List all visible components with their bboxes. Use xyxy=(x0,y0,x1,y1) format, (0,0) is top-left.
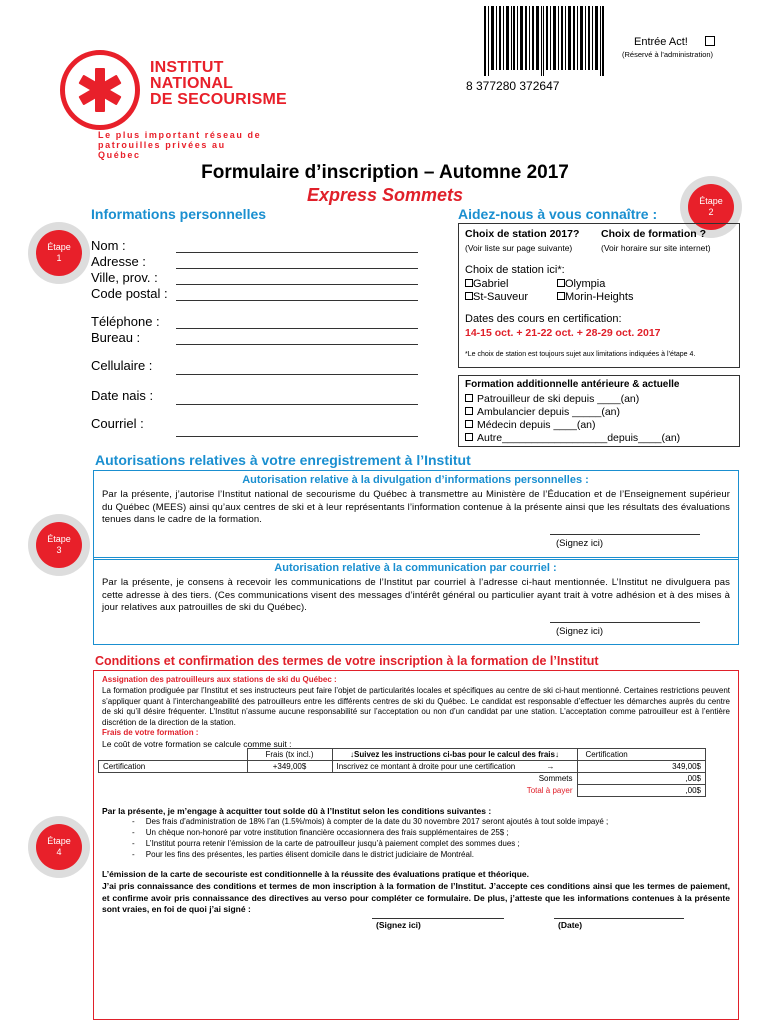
step1-badge xyxy=(36,230,82,276)
station-label: St-Sauveur xyxy=(473,291,529,303)
formation-item[interactable] xyxy=(465,419,596,431)
step2-label: Étape xyxy=(699,196,723,206)
autorisation-2-text: Par la présente, je consens à recevoir les communications de l’Institut par courriel à l’adresse ci-haut mentionnée. L’Institut ne divulguera pas cette adresse à des tiers. (Ces communications visent des messages d’intérêt général ou particulier ayant trait à votre adhésion et à des mises à jour relatives aux patrouilles de ski du Québec). xyxy=(102,577,730,613)
table-cell: Certification xyxy=(577,749,706,761)
formation-box xyxy=(458,375,740,447)
date-nais-field[interactable] xyxy=(176,404,418,405)
tagline-line: Le plus important réseau de xyxy=(98,130,262,140)
courriel-label: Courriel : xyxy=(91,416,144,431)
table-cell: Sommets xyxy=(332,773,577,785)
station-note: *Le choix de station est toujours sujet aux limitations indiquées à l’étape 4. xyxy=(465,351,696,358)
code-postal-label: Code postal : xyxy=(91,286,168,301)
table-cell xyxy=(99,785,248,797)
station-label: Olympia xyxy=(565,278,606,290)
adresse-label: Adresse : xyxy=(91,254,146,269)
engage-text: Par la présente, je m’engage à acquitter tout solde dû à l’Institut selon les conditions suivantes : xyxy=(102,806,492,816)
autorisation-1-title: Autorisation relative à la divulgation d’informations personnelles : xyxy=(242,474,589,486)
signez-ici-2: (Signez ici) xyxy=(556,626,603,637)
date-line[interactable] xyxy=(554,918,684,919)
choix-station-label: Choix de station 2017? xyxy=(465,228,580,240)
table-cell: Certification xyxy=(99,761,248,773)
page-title: Formulaire d’inscription – Automne 2017 xyxy=(201,162,569,183)
choix-formation-label: Choix de formation ? xyxy=(601,228,706,240)
tagline-line: patrouilles privées au xyxy=(98,140,226,150)
tagline-line: Québec xyxy=(98,150,141,160)
dates-label: Dates des cours en certification: xyxy=(465,313,622,325)
logo-line: INSTITUT xyxy=(150,59,224,76)
fees-table xyxy=(98,748,706,797)
frais-intro: Le coût de votre formation se calcule comme suit : xyxy=(102,739,292,749)
station-option-st-sauveur[interactable] xyxy=(465,291,528,303)
signature-line-2[interactable] xyxy=(550,622,700,623)
station-label: Gabriel xyxy=(473,278,509,290)
code-postal-field[interactable] xyxy=(176,300,418,301)
voir-liste-note: (Voir liste sur page suivante) xyxy=(465,243,573,253)
autorisation-1-text: Par la présente, j’autorise l’Institut national de secourisme du Québec à transmettre au Ministère de l’Éducation et de l’Enseignement supérieur du Québec (MEES) ainsi qu’aux centres de ski et à leur représentants l’information contenue à la présente ainsi que les résultats des évaluations tenues dans le cadre de la formation. xyxy=(102,489,730,525)
logo-line: NATIONAL xyxy=(150,75,234,92)
bullet-item: - L’Institut pourra retenir l’émission de la carte de patrouilleur jusqu’à paiement complet des sommes dues ; xyxy=(132,839,520,848)
step4-label: Étape xyxy=(47,836,71,846)
station-option-olympia[interactable] xyxy=(557,278,605,290)
checkbox-icon[interactable] xyxy=(465,279,473,287)
assignation-title: Assignation des patrouilleurs aux stations de ski du Québec : xyxy=(102,675,337,684)
table-cell: ↓Suivez les instructions ci-bas pour le calcul des frais↓ xyxy=(332,749,577,761)
conditions-heading: Conditions et confirmation des termes de votre inscription à la formation de l’Institut xyxy=(95,654,599,668)
formation-item-label: Autre__________________depuis____(an) xyxy=(477,432,681,444)
step3-badge xyxy=(36,522,82,568)
emission-text: L’émission de la carte de secouriste est conditionnelle à la réussite des évaluations pratique et théorique. xyxy=(102,869,530,879)
table-cell: Total à payer xyxy=(526,786,573,795)
signez-ici-3: (Signez ici) xyxy=(376,920,421,930)
barcode-number: 8 377280 372647 xyxy=(466,79,560,93)
table-cell xyxy=(99,773,248,785)
bullet-text: L’Institut pourra retenir l’émission de la carte de patrouilleur jusqu’à paiement complet des sommes dues ; xyxy=(145,839,520,848)
checkbox-icon[interactable] xyxy=(465,433,473,441)
station-option-morin-heights[interactable] xyxy=(557,291,633,303)
table-cell xyxy=(247,773,332,785)
table-row xyxy=(99,773,706,785)
formation-item[interactable] xyxy=(465,393,639,405)
logo-line: DE SECOURISME xyxy=(150,91,287,108)
table-cell xyxy=(247,785,332,797)
checkbox-icon[interactable] xyxy=(465,394,473,402)
barcode-image xyxy=(484,6,604,76)
nom-label: Nom : xyxy=(91,238,126,253)
step4-badge xyxy=(36,824,82,870)
table-cell xyxy=(332,761,577,773)
ville-label: Ville, prov. : xyxy=(91,270,158,285)
entree-text: Entrée Act! xyxy=(634,36,688,48)
step3-number: 3 xyxy=(56,545,62,555)
formation-item-label: Patrouilleur de ski depuis ____(an) xyxy=(477,393,640,405)
autorisation-2-title: Autorisation relative à la communication par courriel : xyxy=(274,562,557,574)
checkbox-icon[interactable] xyxy=(557,279,565,287)
bullet-text: Des frais d’administration de 18% l’an (1.5%/mois) à compter de la date du 30 novembre 2017 seront ajoutés à tout solde impayé ; xyxy=(145,817,609,826)
checkbox-icon[interactable] xyxy=(465,420,473,428)
checkbox-icon[interactable] xyxy=(465,407,473,415)
bullet-text: Pour les fins des présentes, les parties élisent domicile dans le district judiciaire de Montréal. xyxy=(145,850,474,859)
table-cell[interactable]: ,00$ xyxy=(577,773,706,785)
bullet-item: - Un chèque non-honoré par votre institution financière occasionnera des frais supplémentaires de 25$ ; xyxy=(132,828,509,837)
instr-text: Inscrivez ce montant à droite pour une certification xyxy=(336,762,516,771)
logo-text xyxy=(150,60,287,108)
autorisation-courriel-box xyxy=(93,557,739,645)
telephone-field[interactable] xyxy=(176,328,418,329)
step3-label: Étape xyxy=(47,534,71,544)
formation-item-label: Ambulancier depuis _____(an) xyxy=(477,406,621,418)
cellulaire-field[interactable] xyxy=(176,374,418,375)
signature-line-3[interactable] xyxy=(372,918,504,919)
table-row xyxy=(99,785,706,797)
signez-ici-1: (Signez ici) xyxy=(556,538,603,549)
step4-number: 4 xyxy=(56,847,62,857)
star-of-life-icon xyxy=(78,66,122,114)
station-label: Morin-Heights xyxy=(565,291,634,303)
table-row xyxy=(99,749,706,761)
cellulaire-label: Cellulaire : xyxy=(91,358,153,373)
autorisation-divulgation-box xyxy=(93,470,739,560)
table-cell xyxy=(99,749,248,761)
table-cell[interactable]: ,00$ xyxy=(577,785,706,797)
step1-number: 1 xyxy=(56,253,62,263)
entree-label xyxy=(634,36,715,48)
date-nais-label: Date nais : xyxy=(91,388,154,403)
voir-horaire-note: (Voir horaire sur site internet) xyxy=(601,243,711,253)
signature-line-1[interactable] xyxy=(550,534,700,535)
courriel-field[interactable] xyxy=(176,436,418,437)
dates-value: 14-15 oct. + 21-22 oct. + 28-29 oct. 2017 xyxy=(465,327,661,339)
choix-ici-label: Choix de station ici*: xyxy=(465,264,565,276)
assignation-text: La formation prodiguée par l’Institut et ses instructeurs peut faire l’objet de particularités locales et spécifiques au centre de ski ci-haut mentionné. Certaines restrictions peuvent s’appliquer quant à l’interchangeabilité des patrouilleurs entre les différents centres de ski du Québec. Le candidat est responsable d’effectuer les démarches auprès du centre de ski qu’il désire fréquenter. L’Institut n’assume aucune responsabilité sur l’acceptation ou non d’un candidat par une station. L’acceptation comme patrouilleur est à l’entière discrétion de la direction de la station. xyxy=(102,686,730,727)
aidez-heading: Aidez-nous à vous connaître : xyxy=(458,206,658,222)
nom-field[interactable] xyxy=(176,252,418,253)
table-cell[interactable]: 349,00$ xyxy=(577,761,706,773)
checkbox-icon[interactable] xyxy=(465,292,473,300)
personal-heading: Informations personnelles xyxy=(91,206,267,222)
adresse-field[interactable] xyxy=(176,268,418,269)
autorisations-heading: Autorisations relatives à votre enregistrement à l’Institut xyxy=(95,452,471,468)
table-cell: Frais (tx incl.) xyxy=(247,749,332,761)
bullet-item: - Pour les fins des présentes, les parties élisent domicile dans le district judiciaire de Montréal. xyxy=(132,850,474,859)
bureau-field[interactable] xyxy=(176,344,418,345)
formation-heading: Formation additionnelle antérieure & actuelle xyxy=(465,379,680,390)
tagline xyxy=(98,130,261,160)
telephone-label: Téléphone : xyxy=(91,314,160,329)
reserve-label: (Réservé à l'administration) xyxy=(622,50,714,59)
ville-field[interactable] xyxy=(176,284,418,285)
step2-number: 2 xyxy=(708,207,714,217)
entree-checkbox[interactable] xyxy=(705,36,715,46)
page-subtitle: Express Sommets xyxy=(306,185,464,205)
checkbox-icon[interactable] xyxy=(557,292,565,300)
table-row xyxy=(99,761,706,773)
formation-item[interactable] xyxy=(465,406,620,418)
table-cell: +349,00$ xyxy=(247,761,332,773)
aidez-box xyxy=(458,223,740,368)
step1-label: Étape xyxy=(47,242,71,252)
bullet-text: Un chèque non-honoré par votre institution financière occasionnera des frais supplémentaires de 25$ ; xyxy=(145,828,509,837)
formation-item-label: Médecin depuis ____(an) xyxy=(477,419,596,431)
bullet-item: - Des frais d’administration de 18% l’an (1.5%/mois) à compter de la date du 30 novembre 2017 seront ajoutés à tout solde impayé ; xyxy=(132,817,609,826)
arrow-icon: → xyxy=(546,762,555,771)
conditions-box xyxy=(93,670,739,1020)
frais-title: Frais de votre formation : xyxy=(102,728,199,737)
bureau-label: Bureau : xyxy=(91,330,141,345)
station-option-gabriel[interactable] xyxy=(465,278,508,290)
date-label: (Date) xyxy=(558,920,583,930)
formation-item[interactable] xyxy=(465,432,680,444)
declaration-text: J’ai pris connaissance des conditions et termes de mon inscription à la formation de l’Institut. J’accepte ces conditions ainsi que les termes de paiement, et confirme avoir pris connaissance des directives au verso pour compléter ce formulaire. De plus, j’atteste que les informations contenues à la présente sont vraies, en foi de quoi j’ai signé : xyxy=(102,881,730,914)
